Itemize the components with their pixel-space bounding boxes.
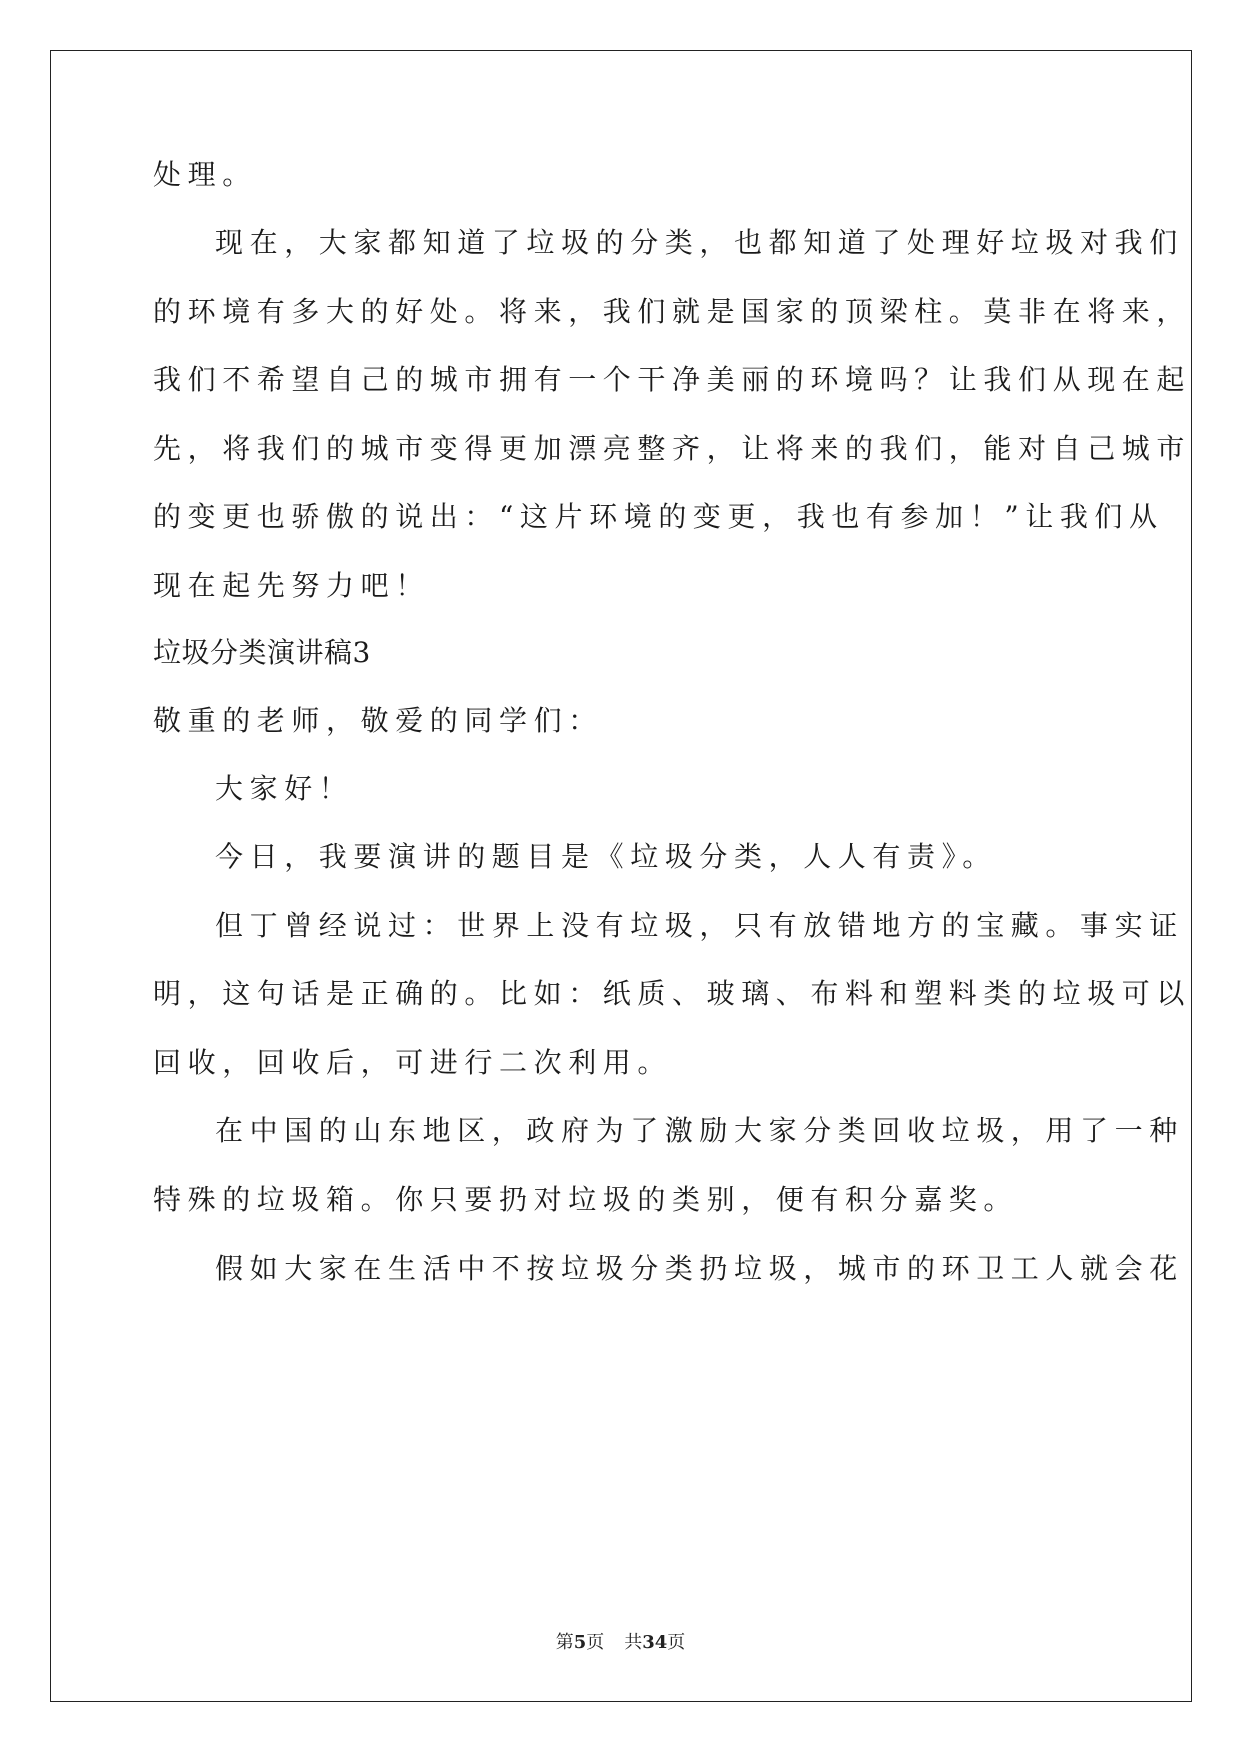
- text-line: 处理。: [153, 158, 257, 191]
- text-line: 我们不希望自己的城市拥有一个干净美丽的环境吗？让我们从现在起: [153, 363, 1192, 396]
- text-line: 现在起先努力吧！: [153, 569, 430, 602]
- text-line: 的环境有多大的好处。将来，我们就是国家的顶梁柱。莫非在将来，: [153, 295, 1192, 328]
- paragraph-line: 在中国的山东地区，政府为了激励大家分类回收垃圾，用了一种: [215, 1114, 1184, 1147]
- text-line: 特殊的垃圾箱。你只要扔对垃圾的类别，便有积分嘉奖。: [153, 1183, 1019, 1216]
- page-footer: [0, 1631, 1241, 1655]
- text-line: 明，这句话是正确的。比如：纸质、玻璃、布料和塑料类的垃圾可以: [153, 977, 1192, 1010]
- text-line: 回收，回收后，可进行二次利用。: [153, 1046, 673, 1079]
- paragraph-line: 今日，我要演讲的题目是《垃圾分类，人人有责》。: [215, 840, 997, 873]
- text-line: 的变更也骄傲的说出：“这片环境的变更，我也有参加！”让我们从: [153, 500, 1164, 533]
- footer-prefix: 第: [555, 1632, 574, 1653]
- footer-total-suffix: 页: [667, 1632, 686, 1653]
- page-number: 5: [573, 1632, 587, 1653]
- salutation: 敬重的老师，敬爱的同学们：: [153, 704, 603, 737]
- paragraph-line: 假如大家在生活中不按垃圾分类扔垃圾，城市的环卫工人就会花: [215, 1252, 1184, 1285]
- greeting: 大家好！: [215, 772, 354, 805]
- text-line: 先，将我们的城市变得更加漂亮整齐，让将来的我们，能对自己城市: [153, 432, 1192, 465]
- paragraph-line: 现在，大家都知道了垃圾的分类，也都知道了处理好垃圾对我们: [215, 226, 1184, 259]
- paragraph-line: 但丁曾经说过：世界上没有垃圾，只有放错地方的宝藏。事实证: [215, 909, 1184, 942]
- footer-page-suffix: 页: [586, 1632, 605, 1653]
- section-heading: 垃圾分类演讲稿3: [153, 636, 371, 669]
- footer-total-prefix: 共: [624, 1632, 643, 1653]
- total-pages: 34: [642, 1632, 668, 1653]
